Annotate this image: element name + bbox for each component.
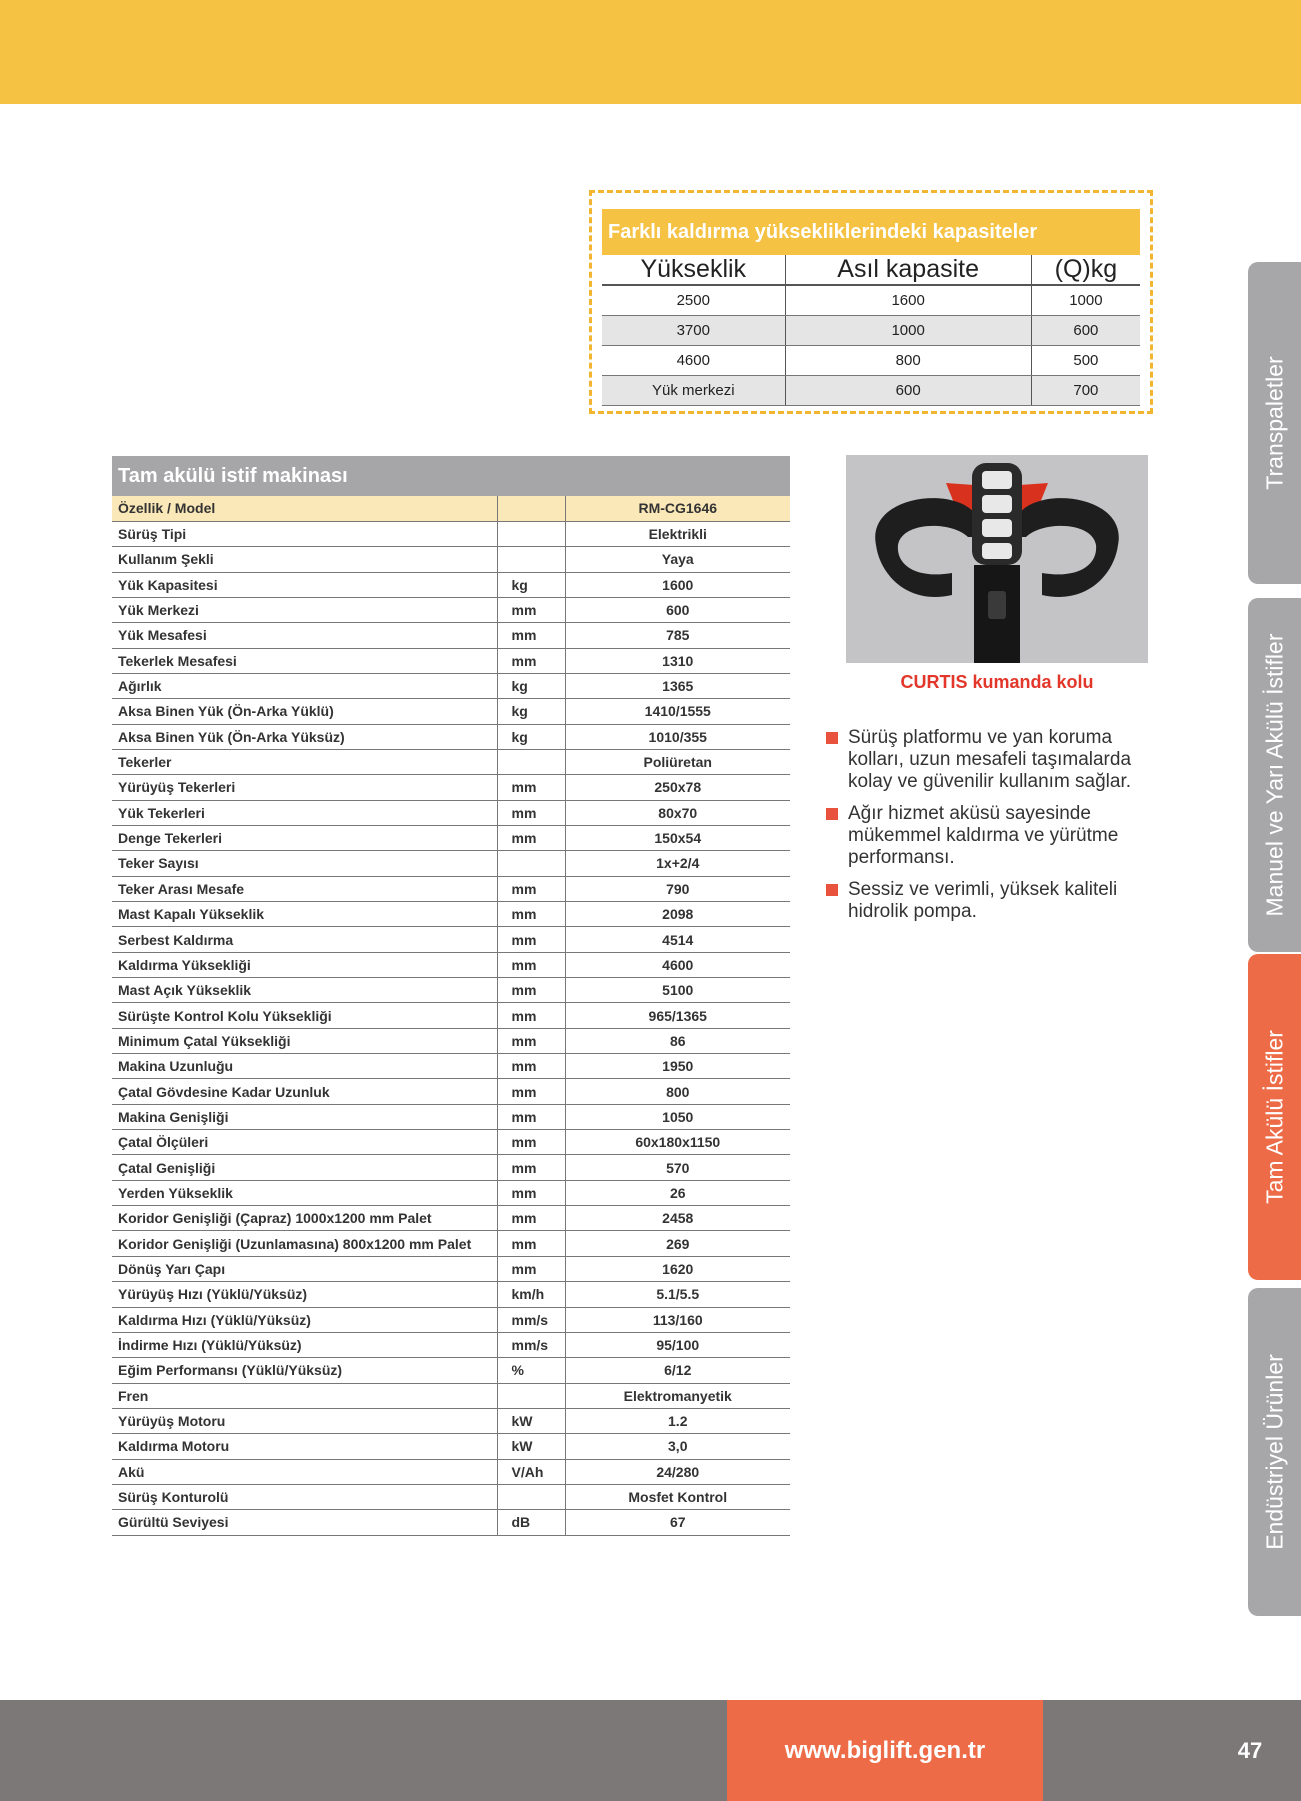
spec-unit-cell: mm bbox=[497, 1028, 565, 1053]
spec-unit-cell: mm bbox=[497, 648, 565, 673]
spec-row bbox=[112, 572, 790, 597]
spec-row bbox=[112, 648, 790, 673]
feature-list bbox=[826, 727, 1166, 933]
spec-unit-cell bbox=[497, 496, 565, 521]
spec-unit-cell: mm bbox=[497, 902, 565, 927]
spec-value-cell: 570 bbox=[565, 1155, 790, 1180]
spec-value-cell: 3,0 bbox=[565, 1434, 790, 1459]
spec-unit-cell bbox=[497, 1484, 565, 1509]
spec-row bbox=[112, 1054, 790, 1079]
spec-feature-cell: Serbest Kaldırma bbox=[112, 927, 497, 952]
spec-unit-cell: mm bbox=[497, 978, 565, 1003]
spec-value-cell: 26 bbox=[565, 1180, 790, 1205]
spec-feature-cell: Aksa Binen Yük (Ön-Arka Yüksüz) bbox=[112, 724, 497, 749]
bullet-square-icon bbox=[826, 732, 838, 744]
spec-unit-cell: mm bbox=[497, 1231, 565, 1256]
spec-feature-cell: Koridor Genişliği (Uzunlamasına) 800x1200 mm Palet bbox=[112, 1231, 497, 1256]
spec-value-cell: 250x78 bbox=[565, 775, 790, 800]
spec-feature-cell: Kaldırma Motoru bbox=[112, 1434, 497, 1459]
capacity-header-row bbox=[602, 255, 1140, 285]
capacity-box bbox=[589, 190, 1153, 414]
spec-value-cell: 600 bbox=[565, 597, 790, 622]
spec-unit-cell: dB bbox=[497, 1510, 565, 1535]
spec-feature-cell: Tekerler bbox=[112, 749, 497, 774]
side-tab-transpaletler[interactable] bbox=[1248, 262, 1301, 584]
spec-value-cell: Poliüretan bbox=[565, 749, 790, 774]
spec-row bbox=[112, 521, 790, 546]
spec-value-cell: Elektromanyetik bbox=[565, 1383, 790, 1408]
spec-unit-cell: mm bbox=[497, 1206, 565, 1231]
spec-row bbox=[112, 1180, 790, 1205]
spec-row bbox=[112, 876, 790, 901]
spec-value-cell: 4514 bbox=[565, 927, 790, 952]
spec-feature-cell: Özellik / Model bbox=[112, 496, 497, 521]
capacity-cell: 3700 bbox=[602, 315, 785, 345]
spec-row bbox=[112, 1130, 790, 1155]
spec-unit-cell: V/Ah bbox=[497, 1459, 565, 1484]
spec-row bbox=[112, 623, 790, 648]
spec-value-cell: Yaya bbox=[565, 547, 790, 572]
spec-row bbox=[112, 1383, 790, 1408]
spec-row bbox=[112, 1408, 790, 1433]
spec-unit-cell: mm bbox=[497, 952, 565, 977]
spec-value-cell: 5.1/5.5 bbox=[565, 1282, 790, 1307]
spec-feature-cell: Koridor Genişliği (Çapraz) 1000x1200 mm Palet bbox=[112, 1206, 497, 1231]
spec-value-cell: 4600 bbox=[565, 952, 790, 977]
spec-feature-cell: Akü bbox=[112, 1459, 497, 1484]
spec-row bbox=[112, 547, 790, 572]
spec-feature-cell: Yürüyüş Tekerleri bbox=[112, 775, 497, 800]
spec-title: Tam akülü istif makinası bbox=[112, 456, 790, 496]
spec-unit-cell: mm bbox=[497, 1155, 565, 1180]
spec-value-cell: 6/12 bbox=[565, 1358, 790, 1383]
spec-feature-cell: Yük Kapasitesi bbox=[112, 572, 497, 597]
spec-feature-cell: Çatal Gövdesine Kadar Uzunluk bbox=[112, 1079, 497, 1104]
top-band bbox=[0, 0, 1301, 104]
spec-row bbox=[112, 927, 790, 952]
spec-unit-cell: kg bbox=[497, 699, 565, 724]
side-tab-label: Transpaletler bbox=[1261, 356, 1287, 490]
spec-feature-cell: İndirme Hızı (Yüklü/Yüksüz) bbox=[112, 1332, 497, 1357]
spec-feature-cell: Mast Kapalı Yükseklik bbox=[112, 902, 497, 927]
spec-row bbox=[112, 775, 790, 800]
spec-unit-cell: mm bbox=[497, 1079, 565, 1104]
footer-bar bbox=[0, 1700, 1301, 1801]
feature-text: Ağır hizmet aküsü sayesinde mükemmel kaldırma ve yürütme performansı. bbox=[848, 803, 1119, 868]
spec-value-cell: 1620 bbox=[565, 1256, 790, 1281]
spec-value-cell: 2098 bbox=[565, 902, 790, 927]
spec-unit-cell: kW bbox=[497, 1434, 565, 1459]
capacity-cell: 600 bbox=[1031, 315, 1140, 345]
spec-unit-cell: mm bbox=[497, 1130, 565, 1155]
spec-feature-cell: Sürüşte Kontrol Kolu Yüksekliği bbox=[112, 1003, 497, 1028]
spec-value-cell: 60x180x1150 bbox=[565, 1130, 790, 1155]
spec-value-cell: Mosfet Kontrol bbox=[565, 1484, 790, 1509]
capacity-row bbox=[602, 375, 1140, 405]
spec-feature-cell: Sürüş Konturolü bbox=[112, 1484, 497, 1509]
spec-row bbox=[112, 1231, 790, 1256]
spec-row bbox=[112, 1104, 790, 1129]
capacity-header-height: Yükseklik bbox=[602, 255, 785, 285]
spec-feature-cell: Dönüş Yarı Çapı bbox=[112, 1256, 497, 1281]
spec-value-cell: 965/1365 bbox=[565, 1003, 790, 1028]
spec-row bbox=[112, 1484, 790, 1509]
spec-value-cell: 1.2 bbox=[565, 1408, 790, 1433]
spec-feature-cell: Makina Uzunluğu bbox=[112, 1054, 497, 1079]
spec-unit-cell: km/h bbox=[497, 1282, 565, 1307]
spec-value-cell: 785 bbox=[565, 623, 790, 648]
capacity-cell: 800 bbox=[785, 345, 1031, 375]
spec-unit-cell: mm bbox=[497, 876, 565, 901]
spec-unit-cell bbox=[497, 851, 565, 876]
capacity-header-q: (Q)kg bbox=[1031, 255, 1140, 285]
capacity-cell: 1000 bbox=[785, 315, 1031, 345]
spec-unit-cell: mm/s bbox=[497, 1307, 565, 1332]
spec-feature-cell: Kaldırma Hızı (Yüklü/Yüksüz) bbox=[112, 1307, 497, 1332]
bullet-square-icon bbox=[826, 884, 838, 896]
feature-item bbox=[826, 879, 1166, 923]
spec-row bbox=[112, 1358, 790, 1383]
spec-row bbox=[112, 978, 790, 1003]
capacity-cell: 1600 bbox=[785, 285, 1031, 315]
capacity-row bbox=[602, 315, 1140, 345]
spec-row bbox=[112, 699, 790, 724]
spec-feature-cell: Yürüyüş Hızı (Yüklü/Yüksüz) bbox=[112, 1282, 497, 1307]
capacity-cell: 2500 bbox=[602, 285, 785, 315]
spec-feature-cell: Çatal Genişliği bbox=[112, 1155, 497, 1180]
spec-value-cell: 86 bbox=[565, 1028, 790, 1053]
spec-value-cell: 1310 bbox=[565, 648, 790, 673]
spec-value-cell: Elektrikli bbox=[565, 521, 790, 546]
spec-row bbox=[112, 1510, 790, 1535]
spec-table bbox=[112, 496, 790, 1536]
spec-row bbox=[112, 1459, 790, 1484]
spec-feature-cell: Yürüyüş Motoru bbox=[112, 1408, 497, 1433]
spec-unit-cell: mm/s bbox=[497, 1332, 565, 1357]
spec-unit-cell: mm bbox=[497, 1104, 565, 1129]
spec-value-cell: 1010/355 bbox=[565, 724, 790, 749]
side-tab-tam-akulu-active[interactable] bbox=[1248, 954, 1301, 1280]
spec-row bbox=[112, 1434, 790, 1459]
capacity-table bbox=[602, 255, 1140, 406]
spec-unit-cell: mm bbox=[497, 825, 565, 850]
feature-text: Sürüş platformu ve yan koruma kolları, uzun mesafeli taşımalarda kolay ve güvenilir kullanım sağlar. bbox=[848, 727, 1132, 792]
spec-feature-cell: Makina Genişliği bbox=[112, 1104, 497, 1129]
spec-feature-cell: Ağırlık bbox=[112, 673, 497, 698]
capacity-header-actual: Asıl kapasite bbox=[785, 255, 1031, 285]
spec-feature-cell: Tekerlek Mesafesi bbox=[112, 648, 497, 673]
spec-value-cell: 800 bbox=[565, 1079, 790, 1104]
spec-row bbox=[112, 1332, 790, 1357]
spec-value-cell: 67 bbox=[565, 1510, 790, 1535]
control-handle-illustration bbox=[846, 455, 1148, 663]
spec-unit-cell: kg bbox=[497, 724, 565, 749]
feature-text: Sessiz ve verimli, yüksek kaliteli hidrolik pompa. bbox=[848, 879, 1118, 922]
spec-value-cell: 24/280 bbox=[565, 1459, 790, 1484]
side-tab-manuel-yari-akulu[interactable] bbox=[1248, 598, 1301, 952]
spec-feature-cell: Kullanım Şekli bbox=[112, 547, 497, 572]
capacity-cell: 700 bbox=[1031, 375, 1140, 405]
spec-feature-cell: Mast Açık Yükseklik bbox=[112, 978, 497, 1003]
spec-unit-cell bbox=[497, 1383, 565, 1408]
spec-unit-cell: mm bbox=[497, 597, 565, 622]
spec-row bbox=[112, 1155, 790, 1180]
spec-value-cell: 1600 bbox=[565, 572, 790, 597]
spec-unit-cell: mm bbox=[497, 1054, 565, 1079]
spec-row bbox=[112, 1003, 790, 1028]
spec-feature-cell: Teker Arası Mesafe bbox=[112, 876, 497, 901]
spec-unit-cell: mm bbox=[497, 1256, 565, 1281]
side-tab-label: Tam Akülü İstifler bbox=[1261, 1030, 1287, 1204]
spec-unit-cell bbox=[497, 547, 565, 572]
bullet-square-icon bbox=[826, 808, 838, 820]
spec-unit-cell: % bbox=[497, 1358, 565, 1383]
capacity-title: Farklı kaldırma yüksekliklerindeki kapasiteler bbox=[602, 209, 1140, 255]
spec-feature-cell: Yük Merkezi bbox=[112, 597, 497, 622]
spec-row bbox=[112, 1256, 790, 1281]
page-number: 47 bbox=[1237, 1738, 1263, 1763]
spec-row bbox=[112, 597, 790, 622]
spec-value-cell: 80x70 bbox=[565, 800, 790, 825]
spec-feature-cell: Teker Sayısı bbox=[112, 851, 497, 876]
spec-row bbox=[112, 673, 790, 698]
spec-value-cell: 150x54 bbox=[565, 825, 790, 850]
capacity-cell: 500 bbox=[1031, 345, 1140, 375]
spec-feature-cell: Aksa Binen Yük (Ön-Arka Yüklü) bbox=[112, 699, 497, 724]
spec-feature-cell: Minimum Çatal Yüksekliği bbox=[112, 1028, 497, 1053]
spec-unit-cell: mm bbox=[497, 1003, 565, 1028]
spec-row bbox=[112, 724, 790, 749]
spec-value-cell: RM-CG1646 bbox=[565, 496, 790, 521]
spec-feature-cell: Yük Mesafesi bbox=[112, 623, 497, 648]
spec-unit-cell: mm bbox=[497, 623, 565, 648]
feature-item bbox=[826, 803, 1166, 869]
control-handle-photo bbox=[846, 455, 1148, 663]
spec-row bbox=[112, 1282, 790, 1307]
spec-value-cell: 95/100 bbox=[565, 1332, 790, 1357]
spec-value-cell: 2458 bbox=[565, 1206, 790, 1231]
capacity-row bbox=[602, 285, 1140, 315]
spec-feature-cell: Eğim Performansı (Yüklü/Yüksüz) bbox=[112, 1358, 497, 1383]
spec-row bbox=[112, 1079, 790, 1104]
spec-unit-cell bbox=[497, 521, 565, 546]
spec-unit-cell: mm bbox=[497, 775, 565, 800]
spec-value-cell: 113/160 bbox=[565, 1307, 790, 1332]
spec-feature-cell: Yük Tekerleri bbox=[112, 800, 497, 825]
feature-item bbox=[826, 727, 1166, 793]
photo-caption: CURTIS kumanda kolu bbox=[900, 672, 1094, 692]
spec-row bbox=[112, 800, 790, 825]
spec-feature-cell: Çatal Ölçüleri bbox=[112, 1130, 497, 1155]
spec-unit-cell: mm bbox=[497, 800, 565, 825]
spec-value-cell: 1365 bbox=[565, 673, 790, 698]
spec-unit-cell: mm bbox=[497, 927, 565, 952]
spec-unit-cell: mm bbox=[497, 1180, 565, 1205]
footer-url-link[interactable]: www.biglift.gen.tr bbox=[727, 1700, 1043, 1801]
spec-feature-cell: Sürüş Tipi bbox=[112, 521, 497, 546]
spec-row bbox=[112, 902, 790, 927]
spec-value-cell: 269 bbox=[565, 1231, 790, 1256]
spec-feature-cell: Kaldırma Yüksekliği bbox=[112, 952, 497, 977]
side-tab-label: Manuel ve Yarı Akülü İstifler bbox=[1261, 633, 1287, 917]
spec-feature-cell: Gürültü Seviyesi bbox=[112, 1510, 497, 1535]
spec-feature-cell: Yerden Yükseklik bbox=[112, 1180, 497, 1205]
spec-unit-cell: kg bbox=[497, 673, 565, 698]
side-tab-label: Endüstriyel Ürünler bbox=[1261, 1354, 1287, 1550]
spec-header-row bbox=[112, 496, 790, 521]
spec-value-cell: 1950 bbox=[565, 1054, 790, 1079]
spec-row bbox=[112, 1307, 790, 1332]
spec-row bbox=[112, 1206, 790, 1231]
spec-row bbox=[112, 851, 790, 876]
spec-value-cell: 1x+2/4 bbox=[565, 851, 790, 876]
spec-value-cell: 790 bbox=[565, 876, 790, 901]
capacity-cell: Yük merkezi bbox=[602, 375, 785, 405]
capacity-row bbox=[602, 345, 1140, 375]
capacity-cell: 4600 bbox=[602, 345, 785, 375]
capacity-cell: 600 bbox=[785, 375, 1031, 405]
spec-value-cell: 1410/1555 bbox=[565, 699, 790, 724]
spec-row bbox=[112, 825, 790, 850]
spec-row bbox=[112, 1028, 790, 1053]
spec-row bbox=[112, 952, 790, 977]
spec-unit-cell: kW bbox=[497, 1408, 565, 1433]
spec-value-cell: 5100 bbox=[565, 978, 790, 1003]
spec-value-cell: 1050 bbox=[565, 1104, 790, 1129]
spec-feature-cell: Denge Tekerleri bbox=[112, 825, 497, 850]
spec-feature-cell: Fren bbox=[112, 1383, 497, 1408]
spec-unit-cell bbox=[497, 749, 565, 774]
spec-unit-cell: kg bbox=[497, 572, 565, 597]
capacity-cell: 1000 bbox=[1031, 285, 1140, 315]
side-tab-endustriyel[interactable] bbox=[1248, 1288, 1301, 1616]
spec-row bbox=[112, 749, 790, 774]
